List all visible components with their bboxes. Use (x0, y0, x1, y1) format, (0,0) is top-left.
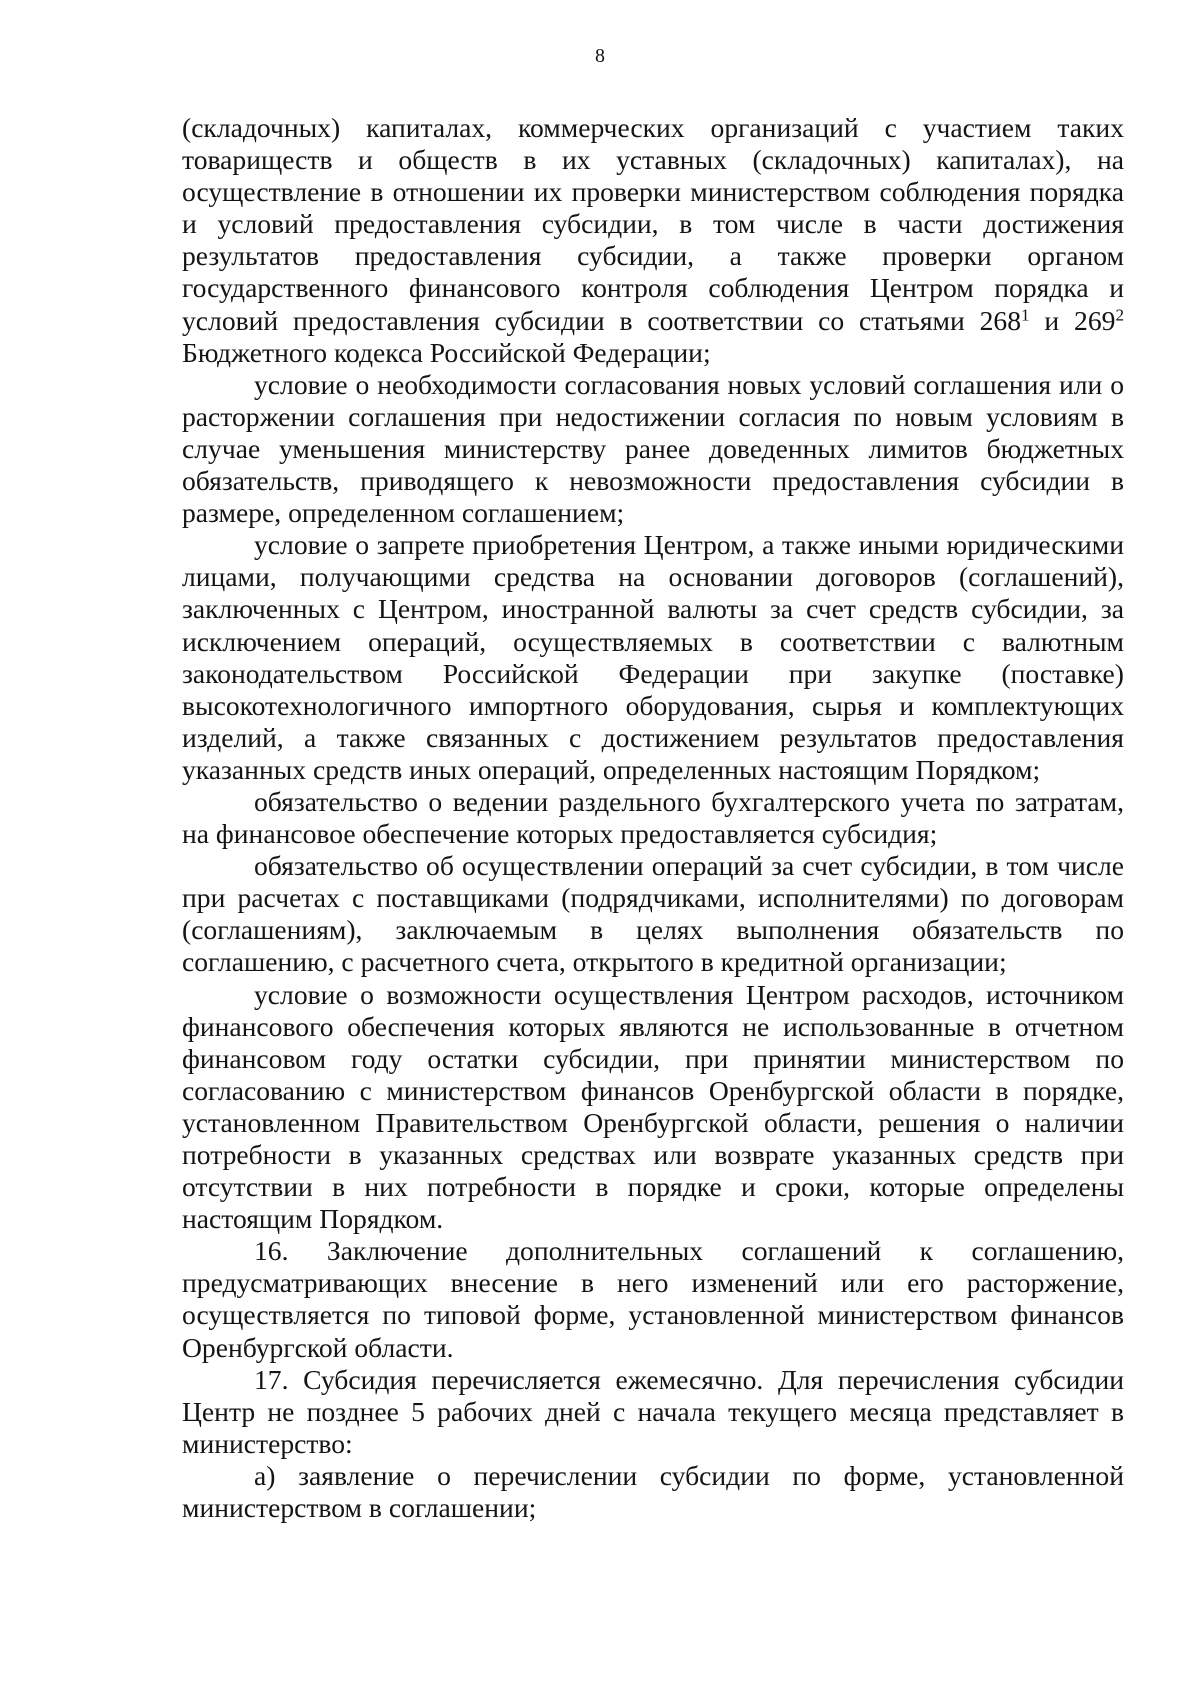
paragraph-text: (складочных) капиталах, коммерческих организаций с участием таких товариществ и обществ в их уставных (складочных) капиталах), на осуществление в отношении их проверки министерством соблюдения порядка и условий предоставления субсидии, в том числе в части достижения результатов предоставления субсидии, а также проверки органом государственного финансового контроля соблюдения Центром порядка и условий предоставления субсидии в соответствии со статьями (182, 112, 1124, 336)
paragraph-tail: Бюджетного кодекса Российской Федерации; (182, 336, 711, 368)
statute-reference-269: $269^2$ (1074, 304, 1124, 336)
paragraph-condition-unused-balance: условие о возможности осуществления Центром расходов, источником финансового обеспечения которых являются не использованные в отчетном финансовом году остатки субсидии, при принятии министерством по согласованию с министерством финансов Оренбургской области в порядке, установленном Правительством Оренбургской области, решения о наличии потребности в указанных средствах или возврате указанных средств при отсутствии в них потребности в порядке и сроки, которые определены настоящим Порядком. (182, 978, 1124, 1235)
page-number: 8 (595, 45, 605, 67)
paragraph-item-17a: а) заявление о перечислении субсидии по форме, установленной министерством в соглашении; (182, 1459, 1124, 1524)
document-body (182, 112, 1124, 1524)
paragraph-continuation (182, 112, 1124, 369)
paragraph-obligation-accounting: обязательство о ведении раздельного бухгалтерского учета по затратам, на финансовое обеспечение которых предоставляется субсидия; (182, 785, 1124, 850)
paragraph-condition-currency-ban: условие о запрете приобретения Центром, а также иными юридическими лицами, получающими средства на основании договоров (соглашений), заключенных с Центром, иностранной валюты за счет средств субсидии, за исключением операций, осуществляемых в соответствии с валютным законодательством Российской Федерации при закупке (поставке) высокотехнологичного импортного оборудования, сырья и комплектующих изделий, а также связанных с достижением результатов предоставления указанных средств иных операций, определенных настоящим Порядком; (182, 529, 1124, 785)
paragraph-item-17: 17. Субсидия перечисляется ежемесячно. Для перечисления субсидии Центр не позднее 5 рабочих дней с начала текущего месяца представляет в министерство: (182, 1363, 1124, 1459)
paragraph-item-16: 16. Заключение дополнительных соглашений к соглашению, предусматривающих внесение в него изменений или его расторжение, осуществляется по типовой форме, установленной министерством финансов Оренбургской области. (182, 1235, 1124, 1363)
paragraph-obligation-operations: обязательство об осуществлении операций за счет субсидии, в том числе при расчетах с поставщиками (подрядчиками, исполнителями) по договорам (соглашениям), заключаемым в целях выполнения обязательств по соглашению, с расчетного счета, открытого в кредитной организации; (182, 850, 1124, 978)
conjunction: и (1029, 304, 1075, 336)
paragraph-condition-new-terms: условие о необходимости согласования новых условий соглашения или о расторжении соглашения при недостижении согласия по новым условиям в случае уменьшения министерству ранее доведенных лимитов бюджетных обязательств, приводящего к невозможности предоставления субсидии в размере, определенном соглашением; (182, 368, 1124, 529)
statute-reference-268: $268^1$ (979, 304, 1030, 336)
superscript-1: 1 (1021, 305, 1030, 325)
superscript-2: 2 (1115, 305, 1124, 325)
